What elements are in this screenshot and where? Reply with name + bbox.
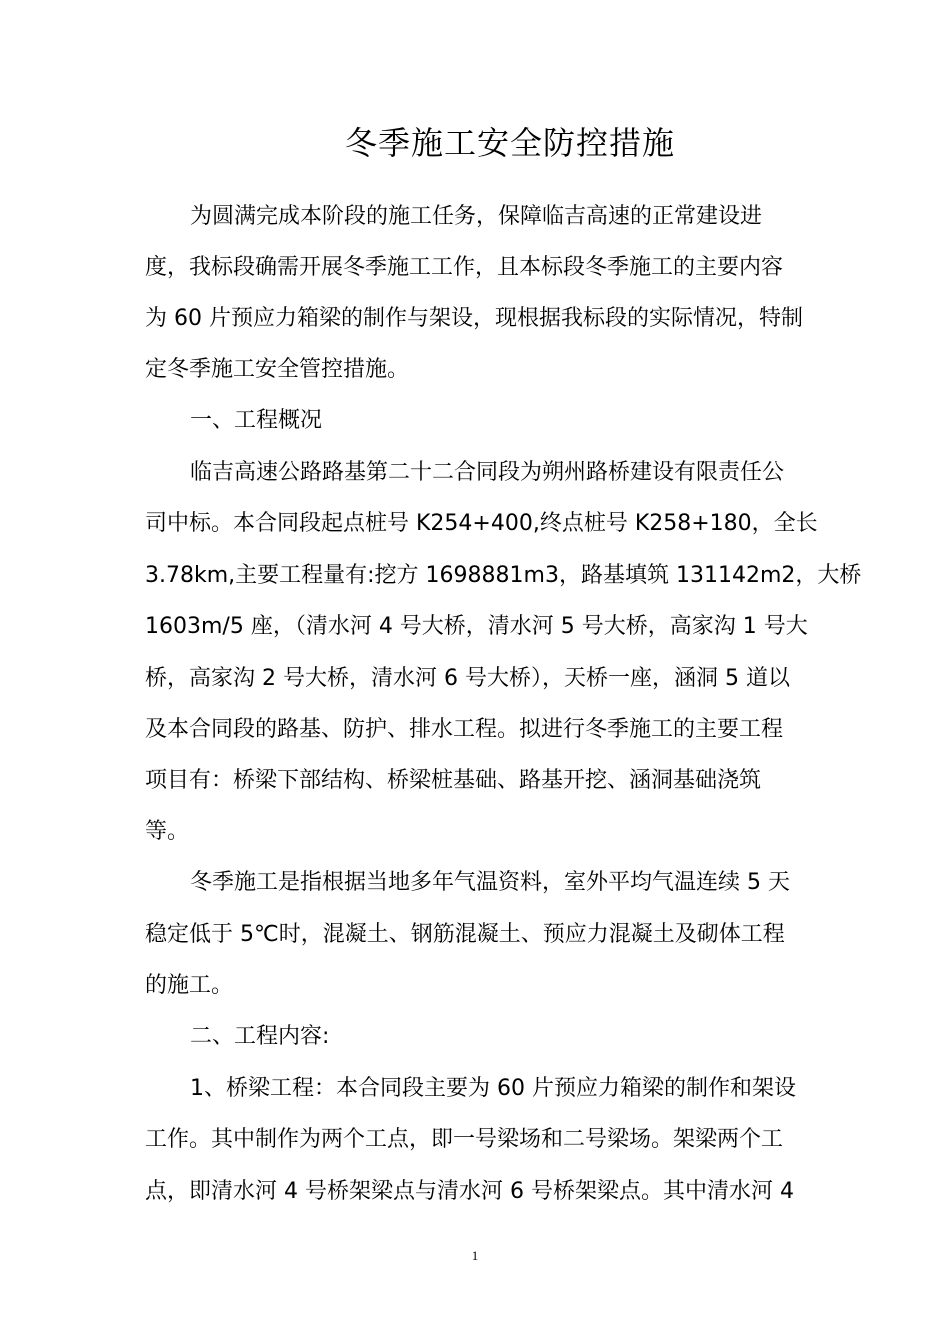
- text-line: 为 60 片预应力箱梁的制作与架设，现根据我标段的实际情况，特制: [145, 306, 803, 331]
- page-number: 1: [471, 1248, 479, 1263]
- section-heading: 二、工程内容:: [190, 1024, 330, 1049]
- text-line: 3.78km,主要工程量有:挖方 1698881m3，路基填筑 131142m2，大桥: [145, 563, 862, 588]
- text-line: 为圆满完成本阶段的施工任务，保障临吉高速的正常建设进: [190, 204, 763, 229]
- text-line: 稳定低于 5℃时，混凝土、钢筋混凝土、预应力混凝土及砌体工程: [145, 922, 785, 947]
- text-line: 度，我标段确需开展冬季施工工作，且本标段冬季施工的主要内容: [145, 255, 784, 280]
- text-line: 司中标。本合同段起点桩号 K254+400,终点桩号 K258+180，全长: [145, 511, 818, 536]
- text-line: 的施工。: [145, 973, 234, 998]
- text-line: 项目有：桥梁下部结构、桥梁桩基础、路基开挖、涵洞基础浇筑: [145, 768, 762, 793]
- text-line: 点，即清水河 4 号桥架梁点与清水河 6 号桥架梁点。其中清水河 4: [145, 1179, 794, 1204]
- text-line: 1603m/5 座，（清水河 4 号大桥，清水河 5 号大桥，高家沟 1 号大: [145, 614, 808, 639]
- text-line: 工作。其中制作为两个工点，即一号梁场和二号梁场。架梁两个工: [145, 1127, 784, 1152]
- text-line: 1、桥梁工程：本合同段主要为 60 片预应力箱梁的制作和架设: [190, 1076, 796, 1101]
- text-line: 等。: [145, 819, 190, 844]
- text-line: 临吉高速公路路基第二十二合同段为朔州路桥建设有限责任公: [190, 460, 785, 485]
- text-line: 桥，高家沟 2 号大桥，清水河 6 号大桥），天桥一座，涵洞 5 道以: [145, 666, 790, 691]
- section-heading: 一、工程概况: [190, 408, 323, 433]
- text-line: 定冬季施工安全管控措施。: [145, 357, 410, 382]
- page-title: 冬季施工安全防控措施: [344, 124, 675, 162]
- text-line: 及本合同段的路基、防护、排水工程。拟进行冬季施工的主要工程: [145, 717, 784, 742]
- text-line: 冬季施工是指根据当地多年气温资料，室外平均气温连续 5 天: [190, 870, 790, 895]
